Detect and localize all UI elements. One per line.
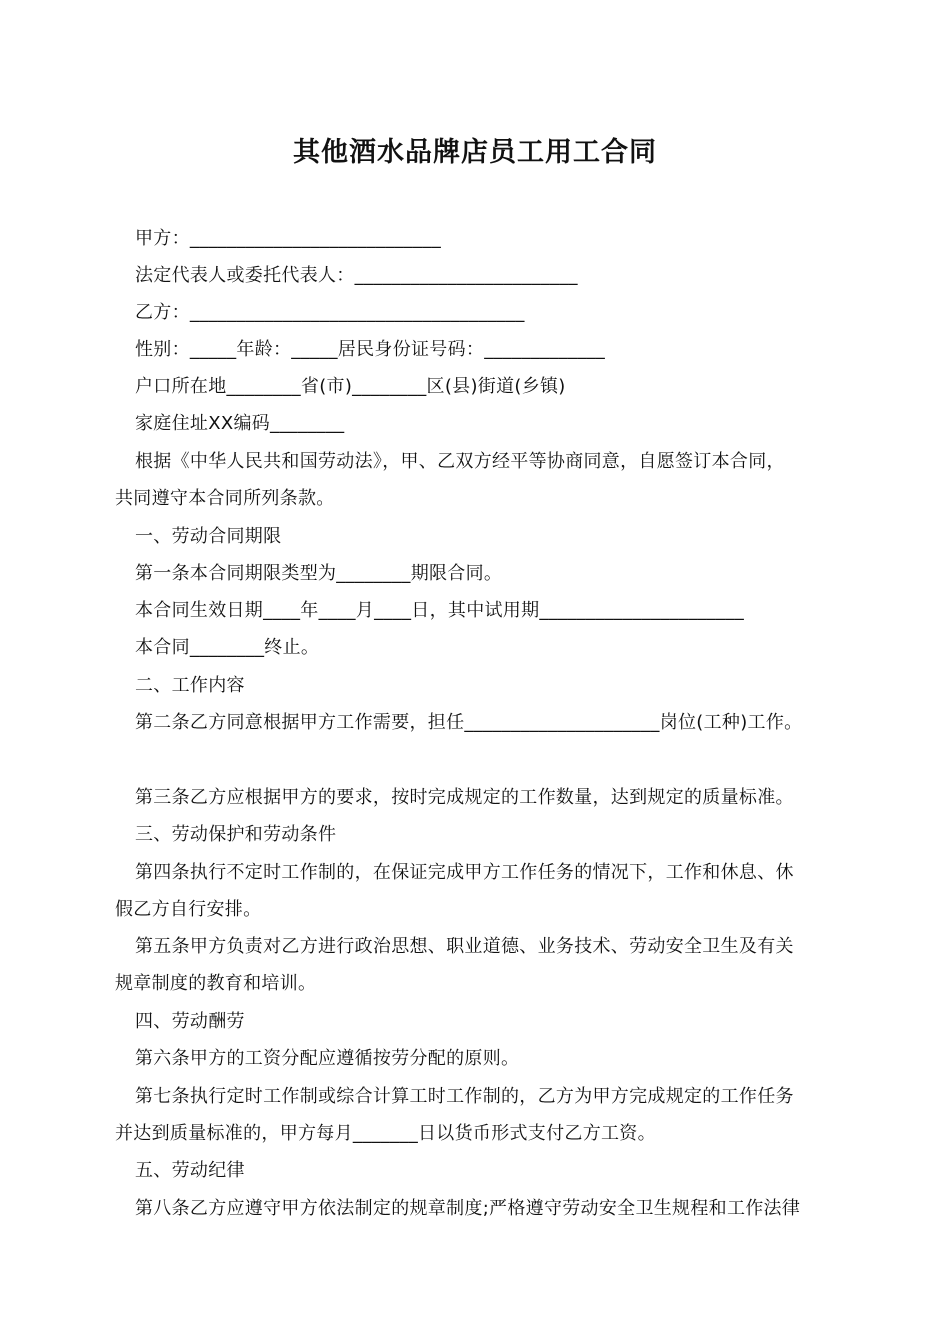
article-5-line-2: 规章制度的教育和培训。 <box>115 973 317 994</box>
article-3: 第三条乙方应根据甲方的要求，按时完成规定的工作数量，达到规定的质量标准。 <box>135 787 794 808</box>
section-heading-protection: 三、劳动保护和劳动条件 <box>135 824 337 845</box>
section-heading-work: 二、工作内容 <box>135 675 245 696</box>
legal-representative-field: 法定代表人或委托代表人：________________________ <box>135 265 578 286</box>
article-6: 第六条甲方的工资分配应遵循按劳分配的原则。 <box>135 1048 520 1069</box>
article-7-line-2: 并达到质量标准的，甲方每月_______日以货币形式支付乙方工资。 <box>115 1123 656 1144</box>
termination-field: 本合同________终止。 <box>135 637 320 658</box>
article-5-line-1: 第五条甲方负责对乙方进行政治思想、职业道德、业务技术、劳动安全卫生及有关 <box>135 936 794 957</box>
section-heading-discipline: 五、劳动纪律 <box>135 1160 245 1181</box>
section-heading-term: 一、劳动合同期限 <box>135 526 282 547</box>
article-4-line-2: 假乙方自行安排。 <box>115 899 262 920</box>
article-7-line-1: 第七条执行定时工作制或综合计算工时工作制的，乙方为甲方完成规定的工作任务 <box>135 1086 794 1107</box>
household-registration-field: 户口所在地________省(市)________区(县)街道(乡镇) <box>135 376 566 397</box>
document-title: 其他酒水品牌店员工用工合同 <box>293 137 657 168</box>
home-address-field: 家庭住址XX编码________ <box>135 413 345 434</box>
article-4-line-1: 第四条执行不定时工作制的，在保证完成甲方工作任务的情况下，工作和休息、休 <box>135 862 794 883</box>
party-a-field: 甲方：___________________________ <box>135 228 441 249</box>
gender-age-id-field: 性别：_____年龄：_____居民身份证号码：_____________ <box>135 339 606 360</box>
section-heading-remuneration: 四、劳动酬劳 <box>135 1011 245 1032</box>
effective-date-field: 本合同生效日期____年____月____日，其中试用期______________________ <box>135 600 744 621</box>
preamble-line-1: 根据《中华人民共和国劳动法》，甲、乙双方经平等协商同意，自愿签订本合同， <box>135 451 785 472</box>
article-2: 第二条乙方同意根据甲方工作需要，担任_____________________岗位(工种)工作。 <box>135 712 803 733</box>
article-1: 第一条本合同期限类型为________期限合同。 <box>135 563 503 584</box>
article-8-line-1: 第八条乙方应遵守甲方依法制定的规章制度;严格遵守劳动安全卫生规程和工作法律 <box>135 1198 801 1219</box>
preamble-line-2: 共同遵守本合同所列条款。 <box>115 488 335 509</box>
party-b-field: 乙方：____________________________________ <box>135 302 525 323</box>
